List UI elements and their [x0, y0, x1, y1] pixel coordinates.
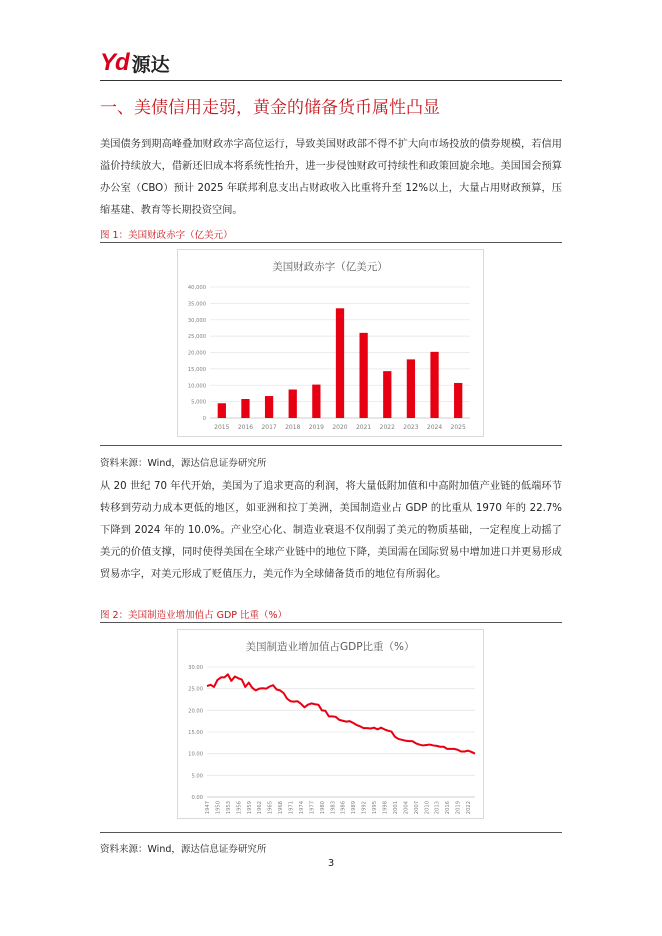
chart-1-bar	[407, 359, 415, 418]
chart-1-y-tick-label: 10,000	[187, 383, 206, 390]
chart-2-y-tick-label: 25.00	[188, 686, 203, 693]
header-divider	[100, 80, 562, 81]
chart-1-y-tick-label: 35,000	[187, 301, 206, 308]
figure-2-caption: 图 2：美国制造业增加值占 GDP 比重（%）	[100, 610, 288, 621]
chart-1-bar	[383, 371, 391, 418]
chart-1-y-tick-label: 0	[202, 416, 206, 422]
chart-2-x-tick-label: 2007	[413, 801, 420, 815]
chart-2-x-tick-label: 1980	[319, 801, 326, 815]
chart-2-x-tick-label: 1989	[351, 801, 358, 815]
figure-1-caption-rule	[100, 242, 562, 243]
chart-2-x-tick-label: 2013	[434, 801, 441, 815]
chart-1-y-tick-label: 5,000	[191, 399, 206, 406]
chart-1-y-tick-label: 40,000	[187, 285, 206, 291]
chart-1-x-tick-label: 2019	[308, 424, 325, 431]
chart-1-bar	[241, 399, 249, 418]
deficit-bar-chart	[178, 250, 483, 436]
chart-2-x-tick-label: 1947	[205, 801, 211, 815]
manufacturing-share-line-chart	[178, 630, 483, 818]
chart-2-x-tick-label: 1995	[372, 801, 379, 815]
brand-logo	[100, 50, 170, 76]
chart-1-bar	[336, 308, 344, 418]
chart-1-x-tick-label: 2024	[426, 424, 443, 431]
chart-2-title: 美国制造业增加值占GDP比重（%）	[245, 641, 415, 653]
figure-2-chart	[177, 629, 484, 819]
chart-1-x-tick-label: 2017	[261, 424, 277, 431]
chart-2-x-tick-label: 1953	[225, 801, 232, 815]
figure-1-source-rule	[100, 445, 562, 446]
chart-1-x-tick-label: 2016	[237, 424, 254, 431]
chart-2-x-tick-label: 1983	[330, 801, 337, 815]
chart-1-x-tick-label: 2023	[403, 424, 419, 431]
chart-2-x-tick-label: 2001	[392, 801, 399, 815]
chart-2-x-tick-label: 1986	[340, 801, 347, 815]
chart-1-bar	[430, 352, 438, 418]
chart-2-y-tick-label: 30.00	[188, 665, 203, 671]
chart-1-title: 美国财政赤字（亿美元）	[272, 261, 388, 273]
chart-2-x-tick-label: 1950	[215, 801, 222, 815]
chart-1-bar	[360, 333, 368, 418]
chart-2-y-tick-label: 20.00	[188, 708, 203, 715]
chart-1-x-tick-label: 2015	[214, 424, 230, 431]
chart-2-x-tick-label: 1977	[309, 801, 316, 815]
chart-2-x-tick-label: 2022	[466, 801, 473, 815]
chart-1-x-tick-label: 2021	[355, 424, 372, 431]
chart-2-y-tick-label: 15.00	[188, 730, 203, 736]
chart-2-x-tick-label: 1992	[361, 801, 368, 815]
chart-1-y-tick-label: 15,000	[187, 366, 206, 373]
chart-1-bar	[218, 403, 226, 418]
paragraph-2: 从 20 世纪 70 年代开始，美国为了追求更高的利润，将大量低附加值和中高附加值产业链的低端环节转移到劳动力成本更低的地区，如亚洲和拉丁美洲，美国制造业占 GDP 的比重从 1970 年的 22.7%下降到 2024 年的 10.0%。产业空心化、制造业衰退不仅削弱了美元的物质基础，一定程度上动摇了美元的价值支撑，同时使得美国在全球产业链中的地位下降，美国需在国际贸易中增加进口并更易形成贸易赤字，对美元形成了贬值压力，美元作为全球储备货币的地位有所弱化。	[100, 481, 562, 580]
logo-mark: Yd	[100, 49, 129, 76]
figure-1-source: 资料来源：Wind，源达信息证券研究所	[100, 458, 267, 469]
paragraph-1: 美国债务到期高峰叠加财政赤字高位运行，导致美国财政部不得不扩大向市场投放的债券规模，若信用溢价持续放大，借新还旧成本将系统性抬升，进一步侵蚀财政可持续性和政策回旋余地。美国国会预算办公室（CBO）预计 2025 年联邦利息支出占财政收入比重将升至 12%以上，大量占用财政预算，压缩基建、教育等长期投资空间。	[100, 139, 562, 216]
chart-2-x-tick-label: 1962	[257, 801, 264, 815]
chart-1-y-tick-label: 20,000	[187, 350, 206, 357]
chart-2-x-tick-label: 1971	[288, 801, 295, 815]
logo-text: 源达	[131, 53, 170, 76]
chart-2-x-tick-label: 1968	[278, 801, 285, 815]
chart-1-x-tick-label: 2020	[332, 424, 348, 431]
figure-2-source: 资料来源：Wind，源达信息证券研究所	[100, 844, 267, 855]
chart-2-x-tick-label: 2019	[455, 801, 462, 815]
chart-1-x-tick-label: 2022	[379, 424, 395, 431]
chart-1-y-tick-label: 25,000	[187, 334, 206, 341]
chart-2-y-tick-label: 10.00	[188, 751, 203, 758]
chart-2-y-tick-label: 0.00	[191, 795, 203, 801]
figure-2-source-rule	[100, 832, 562, 833]
chart-2-x-tick-label: 1956	[236, 801, 243, 815]
chart-2-x-tick-label: 1974	[298, 801, 305, 815]
section-heading: 一、美债信用走弱，黄金的储备货币属性凸显	[100, 98, 440, 118]
chart-1-y-tick-label: 30,000	[187, 317, 206, 324]
chart-1-bar	[312, 385, 320, 418]
page-number: 3	[327, 858, 335, 869]
chart-2-series-line	[207, 674, 475, 753]
figure-1-caption: 图 1：美国财政赤字（亿美元）	[100, 230, 233, 241]
figure-1-chart	[177, 249, 484, 437]
chart-1-bar	[289, 390, 297, 418]
chart-1-x-tick-label: 2018	[285, 424, 301, 431]
chart-2-x-tick-label: 1998	[382, 801, 389, 815]
chart-1-bar	[454, 383, 462, 418]
figure-2-caption-rule	[100, 622, 562, 623]
chart-2-x-tick-label: 2016	[445, 801, 452, 815]
chart-2-x-tick-label: 2004	[403, 801, 410, 815]
chart-2-x-tick-label: 1959	[246, 801, 253, 815]
chart-1-bar	[265, 396, 273, 418]
chart-2-y-tick-label: 5.00	[191, 773, 203, 780]
chart-1-x-tick-label: 2025	[450, 424, 466, 431]
chart-2-x-tick-label: 2010	[424, 801, 431, 815]
chart-2-x-tick-label: 1965	[267, 801, 274, 815]
